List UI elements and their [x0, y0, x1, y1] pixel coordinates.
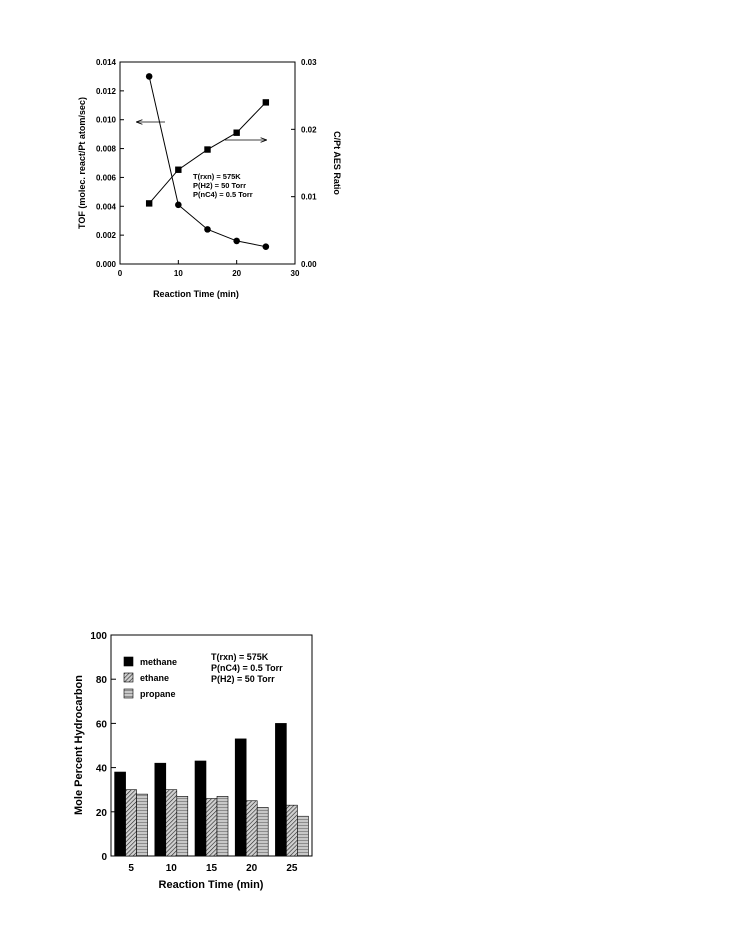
- chart1-x-tick-label: 0: [117, 269, 123, 278]
- chart2-y-axis-label: Mole Percent Hydrocarbon: [73, 675, 85, 815]
- tof-line-chart: [77, 58, 342, 299]
- chart2-annotation-3: P(H2) = 50 Torr: [211, 674, 275, 684]
- bar-propane-5: [137, 794, 148, 856]
- chart1-frame: [120, 62, 295, 264]
- chart1-circle-point: [204, 226, 211, 233]
- chart2-x-tick-label: 20: [246, 863, 258, 874]
- chart2-x-tick-label: 5: [128, 863, 134, 874]
- chart2-x-axis-label: Reaction Time (min): [158, 879, 264, 891]
- legend-swatch-ethane: [124, 673, 133, 682]
- chart2-y-axis-ticks: [90, 631, 116, 863]
- chart2-x-axis-ticks: [128, 863, 298, 874]
- chart2-legend: [124, 657, 177, 699]
- chart1-square-point: [233, 130, 239, 136]
- chart1-square-point: [263, 99, 269, 105]
- chart1-left-tick-label: 0.000: [95, 260, 116, 269]
- mole-percent-bar-chart: [73, 631, 312, 891]
- bar-propane-20: [257, 807, 268, 856]
- chart2-y-tick-label: 80: [95, 675, 107, 687]
- chart1-left-tick-label: 0.006: [95, 173, 116, 183]
- chart1-left-tick-label: 0.008: [95, 144, 116, 154]
- chart2-y-tick-label: 40: [95, 763, 107, 775]
- chart2-x-tick-label: 15: [205, 863, 218, 874]
- chart2-annotation-1: T(rxn) = 575K: [211, 652, 269, 662]
- chart2-y-tick-label: 0: [101, 852, 107, 863]
- chart1-circle-point: [175, 202, 182, 209]
- chart1-x-axis-label: Reaction Time (min): [153, 289, 239, 299]
- bar-ethane-5: [126, 790, 137, 856]
- chart1-annotation-1: T(rxn) = 575K: [193, 172, 241, 181]
- chart1-x-axis-ticks: [118, 260, 300, 278]
- chart1-left-axis-label: TOF (molec. react/Pt atom/sec): [77, 97, 87, 229]
- chart2-x-tick-label: 25: [286, 863, 298, 874]
- chart2-y-tick-label: 100: [90, 631, 107, 642]
- bar-methane-20: [235, 739, 246, 856]
- bar-propane-10: [177, 796, 188, 856]
- bar-propane-15: [217, 796, 228, 856]
- chart1-left-tick-label: 0.002: [95, 231, 116, 241]
- chart1-square-point: [175, 167, 181, 173]
- legend-label-methane: methane: [140, 657, 178, 667]
- chart1-right-tick-label: 0.02: [301, 125, 317, 135]
- chart2-bars: [115, 723, 309, 856]
- chart1-x-tick-label: 20: [232, 269, 242, 278]
- bar-ethane-15: [206, 799, 217, 856]
- chart1-annotation-2: P(H2) = 50 Torr: [193, 181, 247, 190]
- legend-label-ethane: ethane: [140, 673, 170, 683]
- chart1-right-tick-label: 0.01: [301, 192, 317, 202]
- bar-ethane-25: [286, 805, 297, 856]
- bar-ethane-20: [246, 801, 257, 856]
- chart1-square-point: [146, 200, 152, 206]
- chart1-right-tick-label: 0.03: [301, 58, 317, 67]
- chart2-x-tick-label: 10: [165, 863, 177, 874]
- chart1-x-tick-label: 30: [290, 269, 300, 278]
- chart2-y-tick-label: 60: [95, 719, 107, 731]
- chart1-annotation-3: P(nC4) = 0.5 Torr: [193, 190, 253, 199]
- chart1-right-axis-label: C/Pt AES Ratio: [332, 131, 342, 195]
- chart1-left-tick-label: 0.014: [95, 58, 116, 67]
- bar-methane-10: [155, 763, 166, 856]
- chart1-x-tick-label: 10: [173, 269, 183, 278]
- chart1-series-line-1: [149, 76, 266, 246]
- chart1-circle-point: [263, 243, 270, 250]
- chart2-annotation-2: P(nC4) = 0.5 Torr: [211, 663, 283, 673]
- chart1-markers: [146, 73, 269, 250]
- bar-methane-25: [275, 723, 286, 856]
- chart1-left-tick-label: 0.012: [95, 86, 116, 96]
- legend-swatch-propane: [124, 689, 133, 698]
- chart1-left-tick-label: 0.010: [95, 115, 116, 125]
- bar-methane-15: [195, 761, 206, 856]
- legend-swatch-methane: [124, 657, 133, 666]
- chart1-circle-point: [233, 238, 240, 245]
- chart1-circle-point: [146, 73, 153, 80]
- chart1-right-tick-label: 0.00: [301, 260, 317, 269]
- bar-ethane-10: [166, 790, 177, 856]
- bar-propane-25: [297, 816, 308, 856]
- legend-label-propane: propane: [140, 689, 176, 699]
- chart1-left-tick-label: 0.004: [95, 202, 116, 212]
- bar-methane-5: [115, 772, 126, 856]
- chart2-y-tick-label: 20: [95, 807, 107, 819]
- chart1-square-point: [204, 146, 210, 152]
- chart1-series-lines: [149, 76, 266, 246]
